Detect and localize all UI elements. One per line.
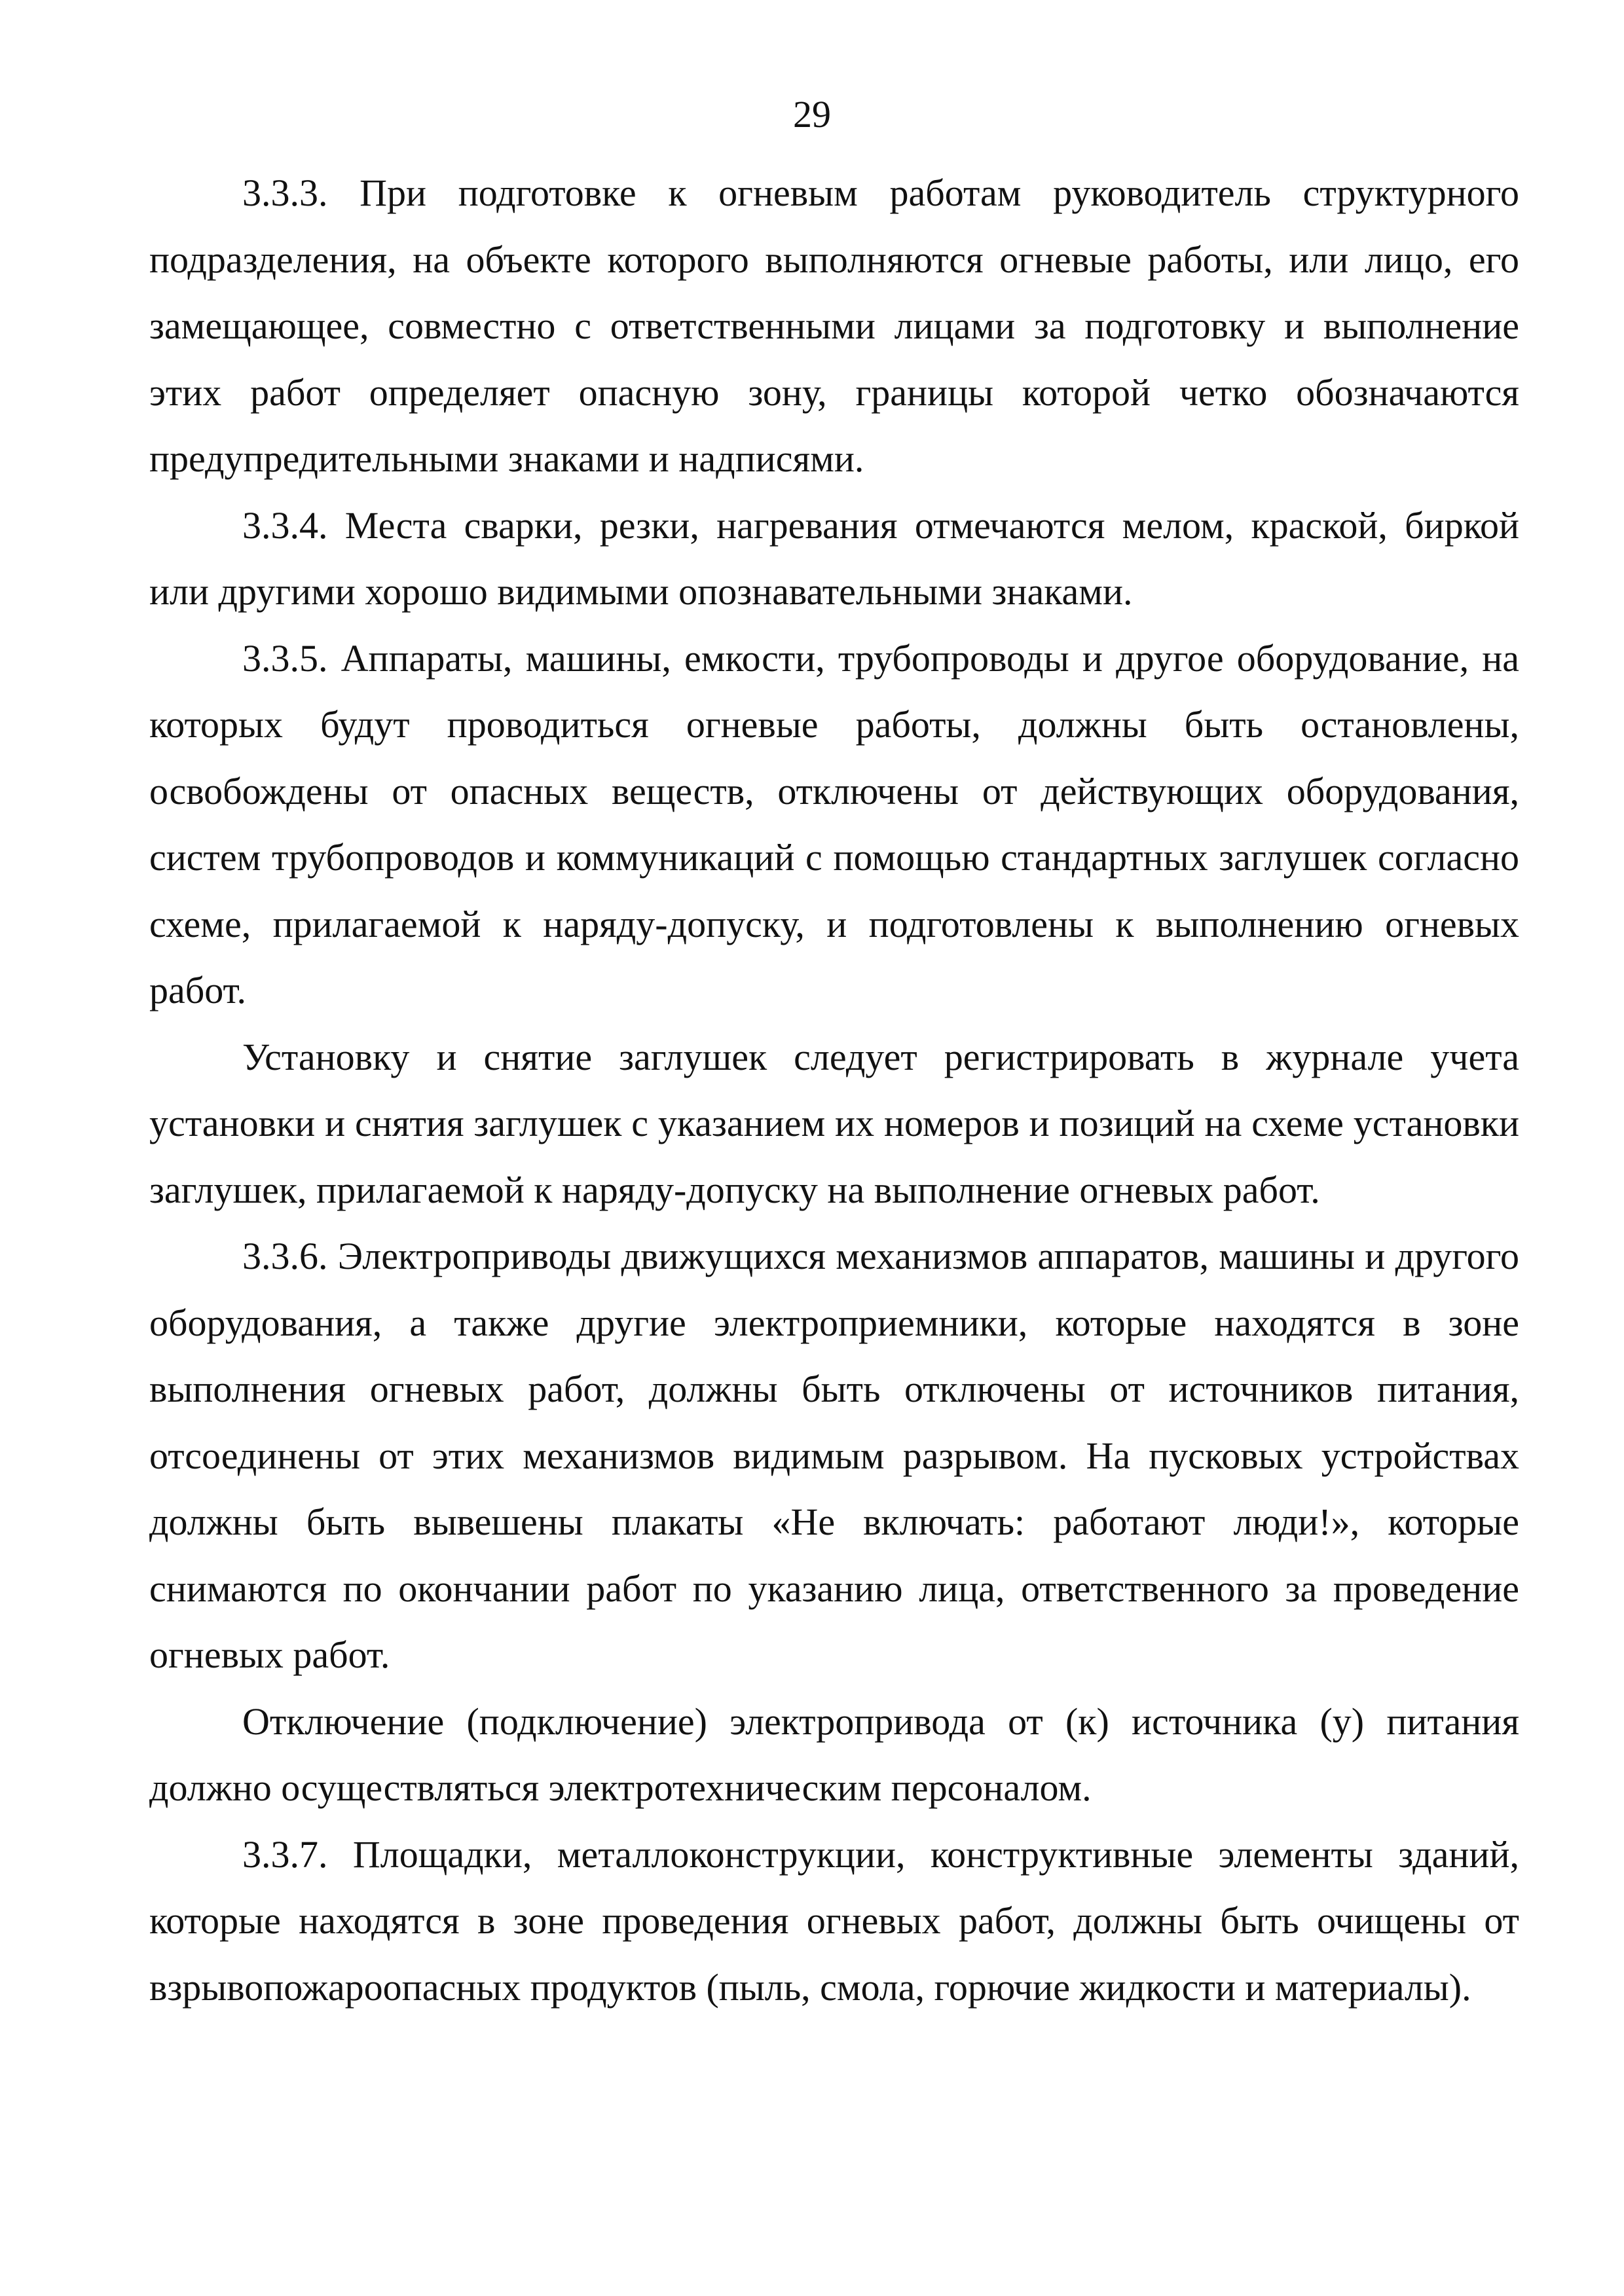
paragraph-3-3-6: 3.3.6. Электроприводы движущихся механизмов аппаратов, машины и другого оборудования, а также другие электроприемники, которые находятся в зоне выполнения огневых работ, должны быть отключены от источников питания, отсоединены от этих механизмов видимым разрывом. На пусковых устройствах должны быть вывешены плакаты «Не включать: работают люди!», которые снимаются по окончании работ по указанию лица, ответственного за проведение огневых работ.: [149, 1235, 1519, 1676]
paragraph-3-3-5: 3.3.5. Аппараты, машины, емкости, трубопроводы и другое оборудование, на которых будут проводиться огневые работы, должны быть остановлены, освобождены от опасных веществ, отключены от действующих оборудования, систем трубопроводов и коммуникаций с помощью стандартных заглушек согласно схеме, прилагаемой к наряду-допуску, и подготовлены к выполнению огневых работ.: [149, 636, 1519, 1011]
document-body: [149, 160, 1519, 2020]
paragraph-3-3-4: 3.3.4. Места сварки, резки, нагревания отмечаются мелом, краской, биркой или другими хорошо видимыми опознавательными знаками.: [149, 503, 1519, 613]
paragraph-plugs-registration: Установку и снятие заглушек следует регистрировать в журнале учета установки и снятия заглушек с указанием их номеров и позиций на схеме установки заглушек, прилагаемой к наряду-допуску на выполнение огневых работ.: [149, 1035, 1519, 1211]
paragraph-3-3-7: 3.3.7. Площадки, металлоконструкции, конструктивные элементы зданий, которые находятся в зоне проведения огневых работ, должны быть очищены от взрывопожароопасных продуктов (пыль, смола, горючие жидкости и материалы).: [149, 1832, 1519, 2009]
paragraph-3-3-3: 3.3.3. При подготовке к огневым работам руководитель структурного подразделения, на объекте которого выполняются огневые работы, или лицо, его замещающее, совместно с ответственными лицами за подготовку и выполнение этих работ определяет опасную зону, границы которой четко обозначаются предупредительными знаками и надписями.: [149, 172, 1519, 480]
paragraph-power-disconnection: Отключение (подключение) электропривода от (к) источника (у) питания должно осуществляться электротехническим персоналом.: [149, 1700, 1519, 1809]
page-number: 29: [793, 93, 831, 136]
